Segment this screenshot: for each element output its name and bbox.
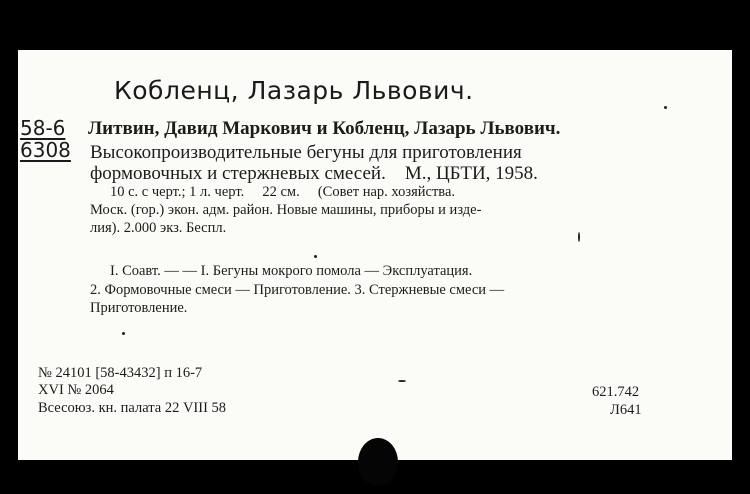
title-line-2: формовочных и стержневых смесей. М., ЦБТИ, 1958. (90, 163, 538, 184)
record-line-3: Всесоюз. кн. палата 22 VIII 58 (38, 400, 227, 416)
classification-udc: 621.742 (592, 384, 640, 400)
call-number-bottom: 6308 (20, 138, 71, 162)
title-line-1: Высокопроизводительные бегуны для приготовления (90, 142, 522, 163)
description-line-2: Моск. (гор.) экон. адм. район. Новые машины, приборы и изде- (90, 202, 482, 218)
handwritten-heading: Кобленц, Лазарь Львович. (114, 76, 474, 105)
description-line-3: лия). 2.000 экз. Беспл. (90, 220, 227, 236)
subject-line-2: 2. Формовочные смеси — Приготовление. 3. Стержневые смеси — (90, 282, 505, 298)
call-number-top: 58-6 (20, 116, 66, 140)
record-line-2: XVI № 2064 (38, 382, 114, 398)
ink-speck (398, 380, 406, 382)
ink-speck (664, 106, 667, 109)
ink-blot (358, 438, 398, 486)
description-line-1: 10 с. с черт.; 1 л. черт. 22 см. (Совет нар. хозяйства. (110, 184, 456, 200)
authors-line: Литвин, Давид Маркович и Кобленц, Лазарь Львович. (88, 118, 561, 139)
record-line-1: № 24101 [58-43432] п 16-7 (38, 365, 203, 381)
subject-line-1: I. Соавт. — — I. Бегуны мокрого помола — Эксплуатация. (110, 263, 473, 279)
subject-line-3: Приготовление. (90, 300, 188, 316)
catalog-card (18, 50, 732, 460)
classification-author-mark: Л641 (610, 402, 642, 418)
ink-speck (314, 255, 317, 258)
ink-speck (578, 232, 580, 242)
ink-speck (122, 332, 125, 335)
